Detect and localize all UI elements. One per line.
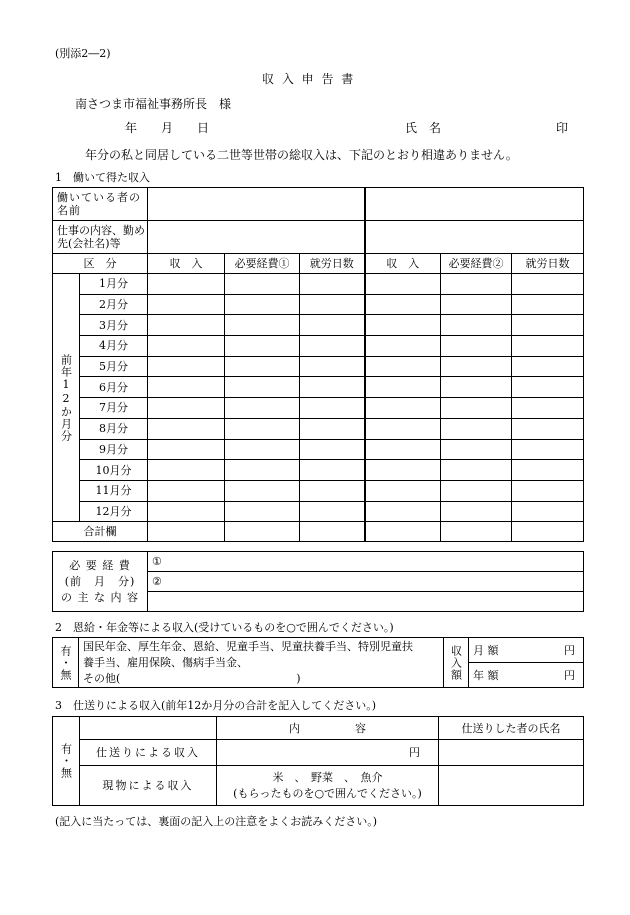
month-expense-2-field[interactable] [441, 315, 512, 336]
seal-mark: 印 [556, 121, 569, 135]
month-expense-1-field[interactable] [225, 274, 300, 295]
month-row [53, 398, 584, 419]
month-income-1-field[interactable] [148, 460, 225, 481]
declaration-text: 年分の私と同居している二世等世帯の総収入は、下記のとおり相違ありません。 [85, 148, 518, 162]
month-income-2-field[interactable] [365, 398, 441, 419]
month-income-1-field[interactable] [148, 418, 225, 439]
month-income-2-field[interactable] [365, 336, 441, 357]
month-days-1-field[interactable] [300, 418, 365, 439]
goods-remittance-content[interactable] [217, 766, 439, 806]
month-days-2-field[interactable] [512, 501, 584, 522]
section3-heading: 3 仕送りによる収入(前年12か月分の合計を記入してください。) [55, 699, 377, 712]
pension-items[interactable] [79, 638, 444, 688]
monthly-label: 月 額 [473, 643, 499, 657]
goods-items: 米 、 野菜 、 魚介 [272, 770, 383, 784]
month-label: 12月分 [80, 501, 148, 522]
total-income-1[interactable] [148, 522, 225, 542]
total-expense-2[interactable] [441, 522, 512, 542]
month-income-2-field[interactable] [365, 294, 441, 315]
page-title: 収 入 申 告 書 [262, 72, 356, 86]
worker-name-field-1[interactable] [148, 188, 365, 221]
month-days-2-field[interactable] [512, 294, 584, 315]
month-days-2-field[interactable] [512, 274, 584, 295]
month-income-1-field[interactable] [148, 274, 225, 295]
month-days-1-field[interactable] [300, 274, 365, 295]
month-label: 5月分 [80, 356, 148, 377]
expense-detail-label-line3: の 主 な 内 容 [61, 590, 139, 604]
month-label: 2月分 [80, 294, 148, 315]
month-income-1-field[interactable] [148, 398, 225, 419]
month-income-2-field[interactable] [365, 356, 441, 377]
section2-heading: 2 恩給・年金等による収入(受けているものを○で囲んでください。) [55, 621, 394, 634]
month-row [53, 356, 584, 377]
job-field-1[interactable] [148, 221, 365, 254]
month-row [53, 294, 584, 315]
month-row [53, 377, 584, 398]
month-income-2-field[interactable] [365, 439, 441, 460]
month-income-1-field[interactable] [148, 377, 225, 398]
goods-remittance-label: 現物による収入 [80, 766, 217, 806]
month-row [53, 274, 584, 295]
month-expense-2-field[interactable] [441, 501, 512, 522]
income-amount-label-text: 収入額 [449, 644, 463, 681]
month-income-1-field[interactable] [148, 439, 225, 460]
month-days-2-field[interactable] [512, 315, 584, 336]
month-income-2-field[interactable] [365, 480, 441, 501]
remittance-table [52, 716, 584, 806]
col-header-expense-1: 必要経費① [225, 254, 300, 274]
month-expense-1-field[interactable] [225, 398, 300, 419]
name-label: 氏 名 [405, 121, 442, 135]
month-expense-1-field[interactable] [225, 315, 300, 336]
total-days-2[interactable] [512, 522, 584, 542]
total-days-1[interactable] [300, 522, 365, 542]
goods-note: (もらったものを○で囲んでください。) [233, 786, 422, 800]
expense-detail-label-line1: 必 要 経 費 [69, 558, 131, 572]
month-days-1-field[interactable] [300, 377, 365, 398]
month-income-1-field[interactable] [148, 480, 225, 501]
month-income-1-field[interactable] [148, 501, 225, 522]
month-income-2-field[interactable] [365, 418, 441, 439]
total-label: 合計欄 [53, 522, 148, 542]
month-row [53, 439, 584, 460]
mark-2: ② [152, 575, 162, 588]
month-days-1-field[interactable] [300, 480, 365, 501]
month-days-1-field[interactable] [300, 336, 365, 357]
date-label: 年 月 日 [125, 121, 210, 135]
income-amount-label [444, 638, 469, 688]
month-income-2-field[interactable] [365, 315, 441, 336]
month-label: 3月分 [80, 315, 148, 336]
job-field-2[interactable] [365, 221, 584, 254]
pension-yes-no[interactable] [53, 638, 79, 688]
month-income-1-field[interactable] [148, 356, 225, 377]
month-days-1-field[interactable] [300, 439, 365, 460]
month-row [53, 460, 584, 481]
cash-remittance-amount[interactable] [217, 740, 439, 766]
month-income-1-field[interactable] [148, 315, 225, 336]
month-days-2-field[interactable] [512, 460, 584, 481]
month-row [53, 336, 584, 357]
period-label-text: 前年12か月分 [59, 353, 73, 442]
month-days-2-field[interactable] [512, 336, 584, 357]
month-days-2-field[interactable] [512, 398, 584, 419]
col-header-income-2: 収 入 [365, 254, 441, 274]
job-label: 仕事の内容、勤め先(会社名)等 [53, 221, 148, 254]
month-expense-1-field[interactable] [225, 480, 300, 501]
col-header-days-2: 就労日数 [512, 254, 584, 274]
expense-detail-1[interactable] [148, 552, 584, 572]
annual-amount-field[interactable] [469, 663, 584, 688]
month-expense-2-field[interactable] [441, 294, 512, 315]
month-expense-2-field[interactable] [441, 377, 512, 398]
remittance-yes-no-text: 有・無 [59, 743, 73, 779]
month-expense-2-field[interactable] [441, 336, 512, 357]
expense-detail-label [53, 552, 148, 612]
month-label: 11月分 [80, 480, 148, 501]
month-expense-2-field[interactable] [441, 274, 512, 295]
monthly-amount-field[interactable] [469, 638, 584, 663]
month-expense-1-field[interactable] [225, 377, 300, 398]
month-days-2-field[interactable] [512, 418, 584, 439]
month-expense-1-field[interactable] [225, 356, 300, 377]
month-days-1-field[interactable] [300, 356, 365, 377]
annual-label: 年 額 [473, 668, 499, 682]
pension-items-line1: 国民年金、厚生年金、恩給、児童手当、児童扶養手当、特別児童扶 [83, 639, 413, 653]
month-label: 6月分 [80, 377, 148, 398]
footer-note: (記入に当たっては、裏面の記入上の注意をよくお読みください。) [55, 815, 378, 828]
total-expense-1[interactable] [225, 522, 300, 542]
month-label: 1月分 [80, 274, 148, 295]
cash-yen: 円 [409, 746, 420, 759]
month-label: 4月分 [80, 336, 148, 357]
remittance-header-blank [80, 717, 217, 740]
month-expense-1-field[interactable] [225, 336, 300, 357]
month-income-2-field[interactable] [365, 274, 441, 295]
month-days-1-field[interactable] [300, 294, 365, 315]
month-expense-1-field[interactable] [225, 501, 300, 522]
period-label [53, 274, 80, 522]
month-expense-2-field[interactable] [441, 439, 512, 460]
month-income-2-field[interactable] [365, 460, 441, 481]
pension-table [52, 637, 584, 688]
month-label: 9月分 [80, 439, 148, 460]
month-expense-1-field[interactable] [225, 294, 300, 315]
col-header-category: 区 分 [53, 254, 148, 274]
expense-detail-2[interactable] [148, 572, 584, 592]
month-row [53, 501, 584, 522]
worker-name-field-2[interactable] [365, 188, 584, 221]
month-row [53, 480, 584, 501]
month-expense-1-field[interactable] [225, 460, 300, 481]
month-label: 8月分 [80, 418, 148, 439]
worker-name-label: 働いている者の名前 [53, 188, 148, 221]
month-expense-2-field[interactable] [441, 480, 512, 501]
cash-remittance-label: 仕送りによる収入 [80, 740, 217, 766]
monthly-yen: 円 [564, 644, 575, 657]
month-expense-1-field[interactable] [225, 439, 300, 460]
month-label: 10月分 [80, 460, 148, 481]
month-income-2-field[interactable] [365, 501, 441, 522]
total-income-2[interactable] [365, 522, 441, 542]
remittance-yes-no[interactable] [53, 717, 80, 806]
month-days-1-field[interactable] [300, 460, 365, 481]
month-row [53, 418, 584, 439]
month-days-1-field[interactable] [300, 398, 365, 419]
attachment-label: (別添2―2) [55, 47, 111, 60]
expense-detail-3[interactable] [148, 592, 584, 612]
col-header-content: 内 容 [217, 717, 439, 740]
col-header-expense-2: 必要経費② [441, 254, 512, 274]
month-expense-2-field[interactable] [441, 418, 512, 439]
month-income-1-field[interactable] [148, 336, 225, 357]
goods-sender-name[interactable] [439, 766, 584, 806]
month-days-1-field[interactable] [300, 501, 365, 522]
month-row [53, 315, 584, 336]
pension-yes-no-text: 有・無 [59, 644, 72, 681]
pension-items-line3: その他( ) [83, 671, 301, 685]
expense-detail-label-line2: (前 月 分) [64, 574, 136, 588]
expense-detail-table [52, 551, 584, 612]
month-days-1-field[interactable] [300, 315, 365, 336]
month-days-2-field[interactable] [512, 480, 584, 501]
annual-yen: 円 [564, 669, 575, 682]
work-income-table [52, 187, 584, 542]
addressee: 南さつま市福祉事務所長 様 [75, 97, 232, 111]
col-header-days-1: 就労日数 [300, 254, 365, 274]
month-days-2-field[interactable] [512, 377, 584, 398]
col-header-sender: 仕送りした者の氏名 [439, 717, 584, 740]
mark-1: ① [152, 555, 162, 568]
pension-items-line2: 養手当、雇用保険、傷病手当金、 [83, 655, 248, 669]
col-header-income-1: 収 入 [148, 254, 225, 274]
month-income-1-field[interactable] [148, 294, 225, 315]
month-expense-2-field[interactable] [441, 356, 512, 377]
month-expense-1-field[interactable] [225, 418, 300, 439]
cash-sender-name[interactable] [439, 740, 584, 766]
month-days-2-field[interactable] [512, 356, 584, 377]
month-expense-2-field[interactable] [441, 398, 512, 419]
month-days-2-field[interactable] [512, 439, 584, 460]
section1-heading: 1 働いて得た収入 [55, 171, 150, 184]
month-income-2-field[interactable] [365, 377, 441, 398]
month-label: 7月分 [80, 398, 148, 419]
month-expense-2-field[interactable] [441, 460, 512, 481]
